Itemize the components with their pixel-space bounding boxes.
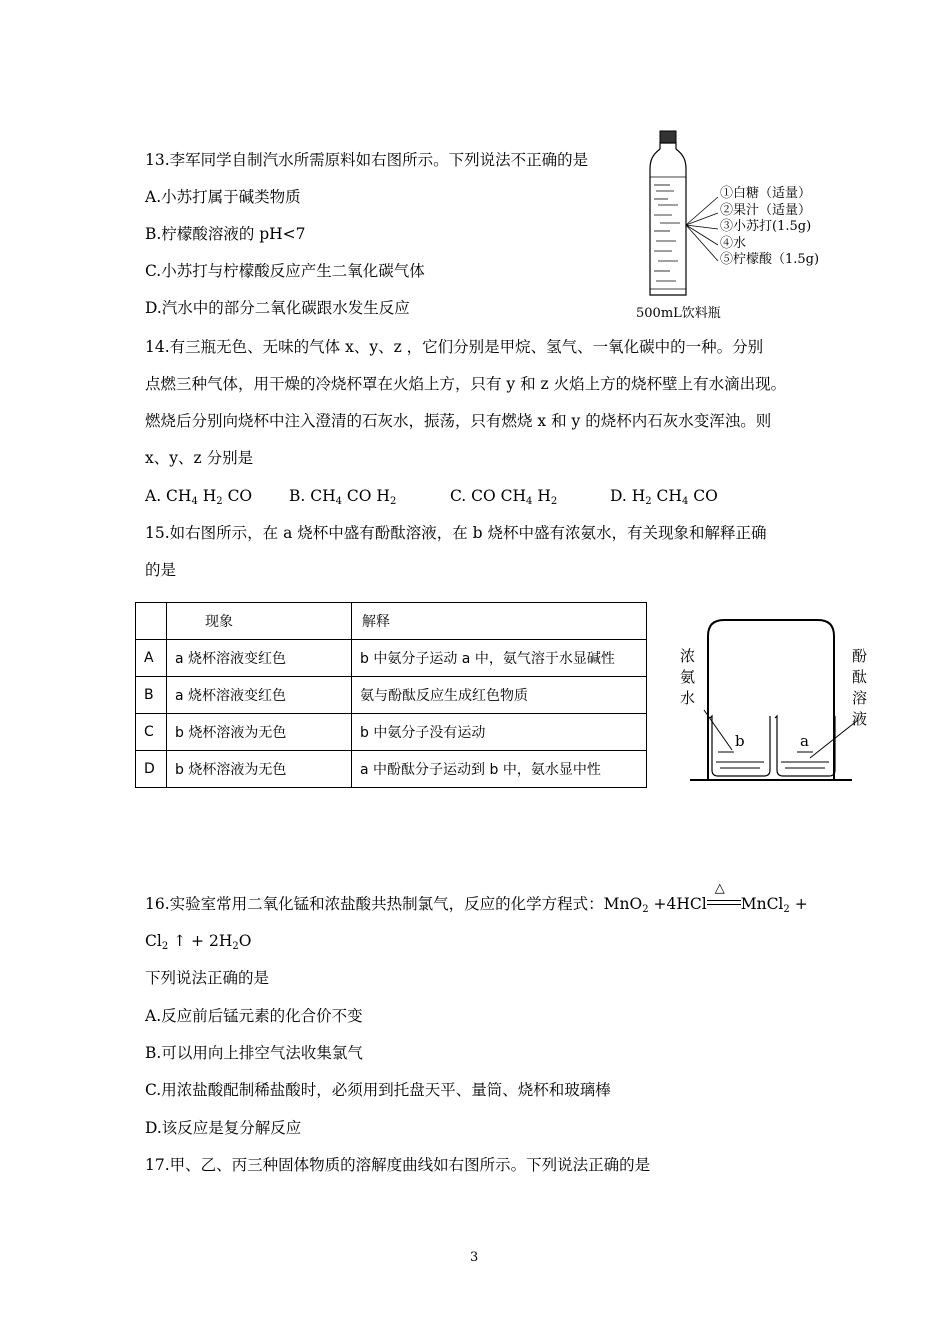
q14-option-d: D. $H_2$ $CH_4$ CO — [610, 487, 718, 507]
q15-line-2: 的是 — [145, 561, 177, 579]
q13-option-d: D.汽水中的部分二氧化碳跟水发生反应 — [145, 299, 410, 317]
bottle-ingredient-list — [720, 186, 819, 269]
ingredient-2: ②果汁（适量） — [720, 202, 812, 218]
q14-option-c: C. CO $CH_4$ $H_2$ — [450, 487, 558, 507]
table-header-cell: 解释 — [352, 603, 647, 640]
table-row — [136, 751, 647, 788]
q15-table — [135, 602, 647, 788]
q15-line-1: 15.如右图所示，在 a 烧杯中盛有酚酞溶液，在 b 烧杯中盛有浓氨水，有关现象和解释正确 — [145, 524, 767, 542]
table-cell: a 烧杯溶液变红色 — [167, 677, 352, 714]
ingredient-4: ④水 — [720, 235, 747, 251]
ingredient-3: ③小苏打(1.5g) — [720, 219, 812, 234]
beaker-b-label: b — [735, 732, 745, 750]
table-cell: b 中氨分子运动 a 中，氨气溶于水显碱性 — [352, 640, 647, 677]
q14-option-b: B. $CH_4$ CO $H_2$ — [289, 487, 397, 507]
ingredient-5: ⑤柠檬酸（1.5g) — [720, 252, 820, 267]
page-number: 3 — [470, 1250, 479, 1265]
q14-line-3: 燃烧后分别向烧杯中注入澄清的石灰水，振荡，只有燃烧 x 和 y 的烧杯内石灰水变浑浊。则 — [145, 412, 772, 430]
reaction-condition-heat: △ — [707, 893, 741, 911]
q14-line-2: 点燃三种气体，用干燥的冷烧杯罩在火焰上方，只有 y 和 z 火焰上方的烧杯壁上有水滴出现。 — [145, 375, 787, 393]
table-cell: b 烧杯溶液为无色 — [167, 751, 352, 788]
table-cell: a 烧杯溶液变红色 — [167, 640, 352, 677]
table-row — [136, 714, 647, 751]
table-cell: C — [136, 714, 167, 751]
table-row — [136, 640, 647, 677]
table-cell: A — [136, 640, 167, 677]
ingredient-1: ①白糖（适量） — [720, 186, 812, 201]
q16-option-a: A.反应前后锰元素的化合价不变 — [145, 1007, 363, 1025]
table-cell: b 烧杯溶液为无色 — [167, 714, 352, 751]
q13-option-c: C.小苏打与柠檬酸反应产生二氧化碳气体 — [145, 262, 425, 280]
q13-option-b: B.柠檬酸溶液的 pH<7 — [145, 225, 306, 243]
label-concentrated-ammonia: 浓 氨 水 — [680, 647, 696, 707]
table-header-cell — [136, 603, 167, 640]
q13-option-a: A.小苏打属于碱类物质 — [145, 188, 301, 206]
table-row — [136, 677, 647, 714]
q16-option-d: D.该反应是复分解反应 — [145, 1119, 302, 1137]
bottle-caption: 500mL饮料瓶 — [636, 306, 721, 321]
table-header-cell: 现象 — [167, 603, 352, 640]
table-cell: a 中酚酞分子运动到 b 中，氨水显中性 — [352, 751, 647, 788]
table-cell: D — [136, 751, 167, 788]
table-header-row — [136, 603, 647, 640]
q14-line-1: 14.有三瓶无色、无味的气体 x、y、z ，它们分别是甲烷、氢气、一氧化碳中的一种。分别 — [145, 338, 764, 356]
q14-line-4: x、y、z 分别是 — [145, 449, 254, 467]
q16-equation-line-1: 16.实验室常用二氧化锰和浓盐酸共热制氯气，反应的化学方程式：MnO$_2$ +4HCl △ MnCl$_2$ + — [145, 881, 808, 915]
table-cell: b 中氨分子没有运动 — [352, 714, 647, 751]
q16-equation-line-2: $Cl_2$ ↑ + $2H_2O$ — [145, 932, 252, 952]
q17-stem: 17.甲、乙、丙三种固体物质的溶解度曲线如右图所示。下列说法正确的是 — [145, 1156, 651, 1174]
q13-stem: 13.李军同学自制汽水所需原料如右图所示。下列说法不正确的是 — [145, 151, 589, 169]
q14-options — [145, 486, 718, 512]
q16-option-b: B.可以用向上排空气法收集氯气 — [145, 1044, 363, 1062]
q16-intro: 下列说法正确的是 — [145, 969, 270, 987]
beaker-a-label: a — [800, 732, 809, 750]
q16-option-c: C.用浓盐酸配制稀盐酸时，必须用到托盘天平、量筒、烧杯和玻璃棒 — [145, 1081, 611, 1099]
label-phenolphthalein: 酚 酞 溶 液 — [852, 647, 868, 728]
table-cell: B — [136, 677, 167, 714]
table-cell: 氨与酚酞反应生成红色物质 — [352, 677, 647, 714]
q14-option-a: A. $CH_4$ $H_2$ CO — [145, 487, 253, 507]
